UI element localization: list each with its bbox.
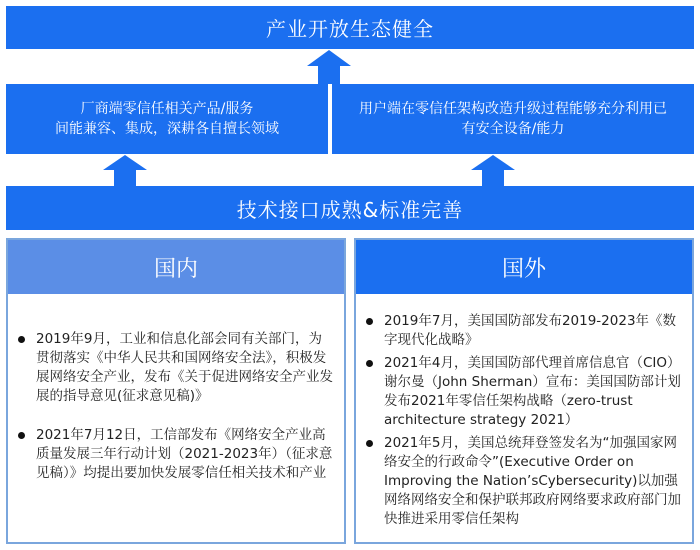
vendor-side-box	[6, 84, 328, 154]
up-arrow-icon	[471, 155, 515, 186]
bullet-icon	[18, 336, 25, 343]
vendor-side-line1: 厂商端零信任相关产品/服务	[80, 101, 254, 117]
list-item	[8, 426, 344, 483]
foreign-item-text: 2019年7月，美国国防部发布2019-2023年《数字现代化战略》	[384, 313, 677, 348]
domestic-list	[8, 330, 344, 483]
bullet-icon	[18, 432, 25, 439]
list-item	[356, 312, 692, 350]
list-item	[8, 330, 344, 406]
standards-title: 技术接口成熟&标准完善	[236, 197, 464, 222]
foreign-panel	[354, 238, 694, 544]
bullet-icon	[366, 440, 373, 447]
domestic-item-text: 2021年7月12日，工信部发布《网络安全产业高质量发展三年行动计划（2021-2023年）（征求意见稿）》均提出要加快发展零信任相关技术和产业	[36, 427, 333, 481]
user-side-line1: 用户端在零信任架构改造升级过程能够充分利用已	[359, 101, 667, 117]
domestic-header	[8, 240, 344, 294]
list-item	[356, 434, 692, 529]
domestic-title: 国内	[153, 256, 198, 282]
vendor-side-line2: 间能兼容、集成，深耕各自擅长领域	[55, 121, 279, 137]
domestic-panel	[6, 238, 346, 544]
ecosystem-title: 产业开放生态健全	[266, 17, 434, 41]
up-arrow-icon	[307, 50, 351, 84]
bullet-icon	[366, 360, 373, 367]
up-arrow-icon	[103, 155, 147, 186]
foreign-list	[356, 312, 692, 529]
foreign-item-text: 2021年4月，美国国防部代理首席信息官（CIO）谢尔曼（John Sherman）宣布：美国国防部计划发布2021年零信任架构战略（zero-trust architecture strategy 2021）	[384, 355, 681, 428]
ecosystem-banner	[6, 6, 694, 49]
user-side-line2: 有安全设备/能力	[461, 121, 565, 137]
foreign-title: 国外	[501, 256, 546, 282]
standards-banner	[6, 186, 694, 230]
foreign-header	[356, 240, 692, 294]
bullet-icon	[366, 318, 373, 325]
foreign-item-text: 2021年5月，美国总统拜登签发名为“加强国家网络安全的行政命令”(Executive Order on Improving the Nation’sCybersecurity)以加强网络网络安全和保护联邦政府网络要求政府部门加快推进采用零信任架构	[384, 435, 681, 527]
user-side-box	[332, 84, 694, 154]
list-item	[356, 354, 692, 430]
domestic-item-text: 2019年9月，工业和信息化部会同有关部门，为贯彻落实《中华人民共和国网络安全法》，积极发展网络安全产业，发布《关于促进网络安全产业发展的指导意见(征求意见稿)》	[36, 331, 333, 404]
